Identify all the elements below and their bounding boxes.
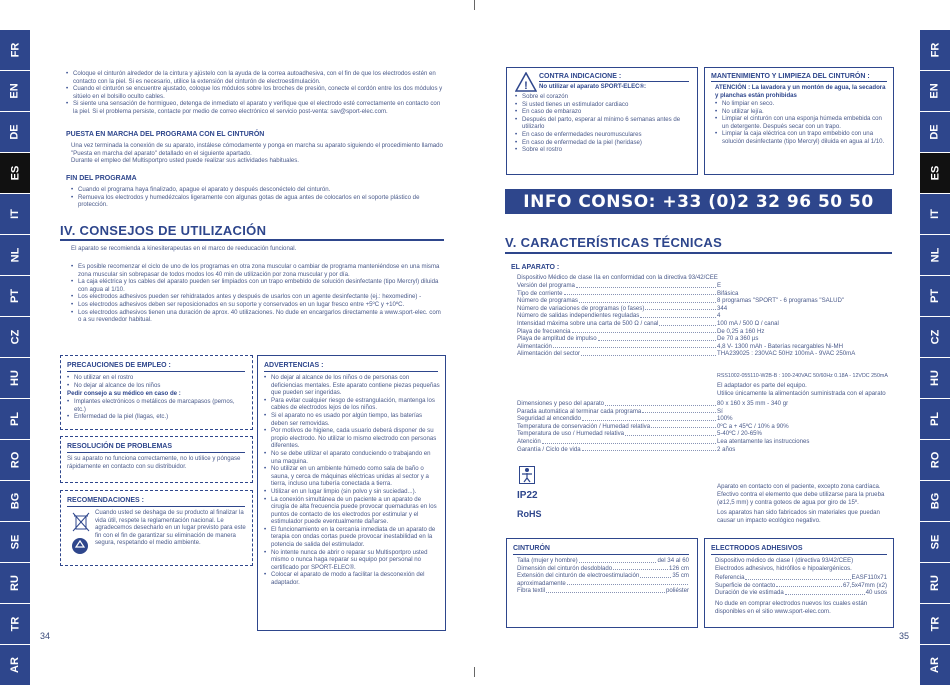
table-row xyxy=(517,290,889,298)
table-row xyxy=(517,423,889,431)
dot-leader xyxy=(642,408,716,414)
list-item: • Los electrodos adhesivos deben ser reposicionados en su soporte y conservados en un lugar fresco entre +5ºC y +10ºC. xyxy=(71,301,444,309)
dot-leader xyxy=(572,328,716,334)
resolucion-box xyxy=(60,436,253,483)
table-row xyxy=(517,305,889,313)
row-value: 80 x 160 x 35 mm - 340 gr xyxy=(717,400,789,407)
row-key: Temperatura de conservación / Humedad relativa xyxy=(517,422,651,430)
fin-bullet-list xyxy=(71,186,444,209)
language-tab-label: TR xyxy=(928,616,941,632)
list-item: • No utilizar en el rostro xyxy=(67,374,247,382)
advertencias-box xyxy=(257,355,446,631)
table-row xyxy=(517,282,889,290)
row-value: Sí xyxy=(717,407,723,415)
row-value: 100% xyxy=(717,415,733,423)
dot-leader xyxy=(598,335,716,341)
row-key: Superficie de contacto xyxy=(715,581,776,589)
row-key: Seguridad al encendido xyxy=(517,415,582,423)
language-tab-de[interactable] xyxy=(920,112,950,152)
list-item: • En caso de embarazo xyxy=(515,108,691,116)
language-tab-label: PT xyxy=(929,288,941,304)
list-item: • No dejar al alcance de los niños xyxy=(67,382,247,390)
language-tab-es[interactable] xyxy=(0,153,30,193)
row-key: Número de programas xyxy=(517,297,578,305)
list-item: • En caso de enfermedades neuromusculares xyxy=(515,131,691,139)
cinturon-title: CINTURÓN xyxy=(513,545,550,552)
section-iv-rule xyxy=(60,239,444,241)
dot-leader xyxy=(542,438,716,444)
contra-sub: No utilizar el aparato SPORT-ELEC®: xyxy=(539,83,647,90)
row-value: 4 xyxy=(717,312,721,320)
table-row xyxy=(517,335,889,343)
precauciones-sub: Pedir consejo a su médico en caso de : xyxy=(67,390,181,397)
list-item: • Es posible recomenzar el ciclo de uno de los programas en otra zona muscular o cambiar de programa manteniéndose en una misma zona muscular sin sobrepasar de todos modos los 40 min de utilización por zona muscular y por día. xyxy=(71,263,444,278)
row-key: Extensión del cinturón de electroestimulación xyxy=(517,572,640,580)
language-tab-label: BG xyxy=(929,492,941,510)
dot-leader xyxy=(625,430,716,436)
info-conso-banner: INFO CONSO: +33 (0)2 32 96 50 50 xyxy=(505,189,892,214)
row-value: 35 cm xyxy=(672,572,689,580)
list-item: • Coloque el cinturón alrededor de la cintura y ajústelo con la ayuda de la correa autoadhesiva, con el fin de que los electrodos estén en contacto con la piel. Si es necesario, utilice la extensión del cinturón de electroestimulación. xyxy=(66,70,444,85)
language-tab-label: FR xyxy=(928,42,941,58)
language-tab-label: DE xyxy=(929,124,941,140)
row-key: Talla (mujer y hombre) xyxy=(517,557,578,564)
spec-extra-1: RSS1002-055110-W2B-B : 100-240VAC 50/60Hz 0.18A - 12VDC 250mA xyxy=(717,373,888,379)
language-tab-ar[interactable] xyxy=(920,645,950,685)
language-tab-fr[interactable] xyxy=(0,30,30,70)
language-tab-ro[interactable] xyxy=(920,440,950,480)
electrodos-intro-2: Electrodos adhesivos, hidrófilos e hipoalergénicos. xyxy=(715,565,852,572)
list-item: • La conexión simultánea de un paciente a un aparato de cirugía de alta frecuencia puede provocar quemaduras en los puntos de contacto de los electrodos por estimular y el estimulador puede eventualmente dañarse. xyxy=(264,496,440,526)
recomendaciones-text: Cuando usted se deshaga de su producto al finalizar la vida útil, respete la reglamentación nacional. Le agradecemos desecharlo en un lugar previsto para este fin con el fin de garantizar su eliminación de manera segura, respetando el medio ambiente. xyxy=(95,509,246,547)
language-tab-label: RU xyxy=(928,575,941,591)
row-key: Intensidad máxima sobre una carta de 500 Ω / canal xyxy=(517,319,659,327)
language-tab-label: ES xyxy=(929,165,941,181)
language-tab-label: CZ xyxy=(8,329,21,345)
language-tab-label: RU xyxy=(8,575,21,591)
table-row xyxy=(715,589,887,597)
row-key: Garantía / Ciclo de vida xyxy=(517,445,581,453)
precauciones-list-2 xyxy=(67,398,247,421)
advertencias-rule xyxy=(264,371,438,372)
advertencias-list xyxy=(264,374,440,587)
aparato-intro: Dispositivo Médico de clase IIa en conformidad con la directiva 93/42/CEE xyxy=(517,274,718,281)
page-number-right: 35 xyxy=(899,631,910,641)
language-tab-label: EN xyxy=(9,83,21,99)
language-tab-label: PL xyxy=(929,411,941,427)
list-item: • Cuando el programa haya finalizado, apague el aparato y después desconéctelo del cinturón. xyxy=(71,186,444,194)
list-item: • Implantes electrónicos o metálicos de marcapasos (pernos, etc.) xyxy=(67,398,247,413)
row-value: Lea atentamente las instrucciones xyxy=(717,437,810,445)
list-item: • Para evitar cualquier riesgo de estrangulación, mantenga los cables de electrodos lejos de los niños. xyxy=(264,397,440,412)
language-tab-nl[interactable] xyxy=(920,235,950,275)
language-tab-label: TR xyxy=(8,616,21,632)
row-key: Número de variaciones de programas (o fases) xyxy=(517,304,645,312)
language-tab-label: NL xyxy=(8,247,21,263)
dot-leader xyxy=(582,415,716,421)
language-tab-pt[interactable] xyxy=(0,276,30,316)
row-key: Número de salidas independientes reguladas xyxy=(517,312,640,320)
language-tab-bg[interactable] xyxy=(920,481,950,521)
list-item: • Limpiar el cinturón con una esponja húmeda embebida con un detergente. Después secar con un trapo. xyxy=(715,115,887,130)
row-value: E xyxy=(717,282,722,289)
cinturon-rule xyxy=(513,554,689,555)
row-value: 5-40ºC / 20-65% xyxy=(717,430,762,438)
row-value: THA239025 : 230VAC 50Hz 100mA - 9VAC 250mA xyxy=(717,350,856,358)
dot-leader xyxy=(785,589,865,595)
language-tab-label: CZ xyxy=(928,329,941,345)
table-row xyxy=(517,312,889,320)
list-item: • Cuando el cinturón se encuentre ajustado, coloque los módulos sobre los broches de presión, conecte el cordón entre los dos módulos y sitúelo en el bolsillo oculto cables. xyxy=(66,85,444,100)
table-row xyxy=(517,328,889,336)
language-tab-label: BG xyxy=(9,492,21,510)
row-key: Playa de frecuencia xyxy=(517,327,571,335)
row-key: Alimentación xyxy=(517,342,552,350)
row-value: 4,8 V- 1300 mAh - Baterías recargables Ni-MH xyxy=(717,342,843,350)
electrodos-box xyxy=(704,538,894,628)
language-tab-label: RO xyxy=(9,451,21,469)
mant-sub: ATENCIÓN : La lavadora y un montón de agua, la secadora y planchas están prohibidas xyxy=(715,84,886,99)
table-row xyxy=(517,446,889,454)
row-key: Duración de vie estimada xyxy=(715,589,784,597)
specs-table-2 xyxy=(517,400,889,453)
row-value: 344 xyxy=(717,304,728,312)
row-value: De 0,25 a 160 Hz xyxy=(717,327,765,335)
language-tab-fr[interactable] xyxy=(920,30,950,70)
rohs-text: Los aparatos han sido fabricados sin materiales que puedan causar un impacto ecológico negativo. xyxy=(717,509,880,524)
dot-leader xyxy=(640,312,716,318)
mant-list xyxy=(715,100,887,146)
language-tab-se[interactable] xyxy=(920,522,950,562)
language-tab-pl[interactable] xyxy=(920,399,950,439)
fold-mark-bottom xyxy=(474,667,475,677)
language-tab-label: HU xyxy=(928,370,941,386)
recomendaciones-rule xyxy=(67,506,245,507)
table-row xyxy=(517,400,889,408)
language-tab-label: EN xyxy=(929,83,941,99)
list-item: • Utilizar en un lugar limpio (sin polvo y sin suciedad...). xyxy=(264,488,440,496)
list-item: • Sobre el rostro xyxy=(515,146,691,154)
recomendaciones-box xyxy=(60,490,253,566)
list-item: • Colocar el aparato de modo a facilitar la desconexión del adaptador. xyxy=(264,571,440,586)
mantenimiento-box xyxy=(704,67,894,175)
dot-leader xyxy=(579,557,657,563)
row-value: 40 usos xyxy=(865,589,887,597)
language-tab-label: PT xyxy=(9,288,21,304)
recomendaciones-title: RECOMENDACIONES : xyxy=(67,497,145,504)
symbol-bf-text: Aparato en contacto con el paciente, excepto zona cardíaca. xyxy=(717,483,881,490)
svg-text:!: ! xyxy=(524,80,528,92)
language-tab-label: AR xyxy=(928,657,941,673)
list-item: • No limpiar en seco. xyxy=(715,100,887,108)
table-row xyxy=(517,415,889,423)
ip22-label: IP22 xyxy=(517,490,538,501)
dot-leader xyxy=(613,565,668,571)
section-v-title: V. CARACTERÍSTICAS TÉCNICAS xyxy=(505,235,723,250)
contra-box xyxy=(506,67,698,175)
list-item: • La caja eléctrica y los cables del aparato pueden ser limpiados con un trapo embebido de solución desinfectante (tipo Mercryl) diluida con agua al 1/10. xyxy=(71,278,444,293)
mant-title: MANTENIMIENTO Y LIMPIEZA DEL CINTURÓN : xyxy=(711,73,870,80)
list-item: • No dejar al alcance de los niños o de personas con deficiencias mentales. Este aparato contiene piezas pequeñas que pueden ser ingeridas. xyxy=(264,374,440,397)
language-tab-ar[interactable] xyxy=(0,645,30,685)
spec-extra-3: Utilice únicamente la alimentación suministrada con el aparato xyxy=(717,390,886,397)
table-row xyxy=(517,580,689,588)
row-value: del 34 al 60 xyxy=(657,557,689,564)
dot-leader xyxy=(776,582,842,588)
puesta-text-2: Durante el empleo del Multisportpro usted puede realizar sus actividades habituales. xyxy=(71,157,299,164)
section-iv-title: IV. CONSEJOS DE UTILIZACIÓN xyxy=(60,223,267,238)
language-tab-label: IT xyxy=(929,209,941,219)
row-value: EASF110x71 xyxy=(851,574,887,581)
electrodos-rule xyxy=(711,554,887,555)
language-tab-pt[interactable] xyxy=(920,276,950,316)
row-key: Atención xyxy=(517,437,541,445)
language-tabs-right xyxy=(920,30,950,686)
table-row xyxy=(517,587,689,595)
list-item: • Enfermedad de la piel (llagas, etc.) xyxy=(67,413,247,421)
row-value: 126 cm xyxy=(669,564,689,572)
row-key: Playa de amplitud de impulso xyxy=(517,335,597,343)
table-row xyxy=(517,297,889,305)
cinturon-box xyxy=(506,538,698,628)
resolucion-title: RESOLUCIÓN DE PROBLEMAS xyxy=(67,443,173,450)
language-tab-hu[interactable] xyxy=(0,358,30,398)
aparato-title: EL APARATO : xyxy=(511,264,560,271)
electrodos-table xyxy=(715,574,887,597)
language-tab-it[interactable] xyxy=(920,194,950,234)
fold-mark-top xyxy=(474,0,475,10)
precauciones-list xyxy=(67,374,247,389)
language-tab-label: HU xyxy=(8,370,21,386)
dot-leader xyxy=(581,350,716,356)
row-key: Parada automática al terminar cada programa xyxy=(517,407,642,415)
list-item: • No intente nunca de abrir o reparar su Multisportpro usted mismo o nunca haga reparar su equipo por personal no certificado por SPORT-ELEC®. xyxy=(264,549,440,572)
dot-leader xyxy=(745,574,850,580)
dot-leader xyxy=(645,305,716,311)
dot-leader xyxy=(553,343,716,349)
consejos-bullet-list xyxy=(71,263,444,324)
table-row xyxy=(517,320,889,328)
section-v-rule xyxy=(505,252,892,254)
row-value: 8 programas "SPORT" - 6 programas "SALUD" xyxy=(717,297,845,305)
language-tab-cz[interactable] xyxy=(0,317,30,357)
ip22-text: Efectivo contra el elemento que debe utilizarse para la prueba (ø12,5 mm) y contra goteos de agua por giro de 15º. xyxy=(717,491,885,506)
language-tab-label: SE xyxy=(929,534,941,550)
table-row xyxy=(517,438,889,446)
list-item: • No se debe utilizar el aparato conduciendo o trabajando en una maquina. xyxy=(264,450,440,465)
dot-leader xyxy=(567,580,688,586)
dot-leader xyxy=(564,290,716,296)
language-tab-se[interactable] xyxy=(0,522,30,562)
row-value: Bifásica xyxy=(717,289,739,297)
language-tab-tr[interactable] xyxy=(920,604,950,644)
row-key: Temperatura de uso / Humedad relativa xyxy=(517,430,625,438)
row-value: poliéster xyxy=(665,587,689,595)
language-tab-es[interactable] xyxy=(920,153,950,193)
row-key: Referencia xyxy=(715,574,745,581)
puesta-title: PUESTA EN MARCHA DEL PROGRAMA CON EL CINTURÓN xyxy=(66,131,265,138)
advertencias-title: ADVERTENCIAS : xyxy=(264,362,324,369)
spec-extra-2: El adaptador es parte del equipo. xyxy=(717,382,807,389)
list-item: • Los electrodos adhesivos pueden ser rehidratados antes y después de usarlos con un agente desinfectante (ej.: hexomedine) - xyxy=(71,293,444,301)
precauciones-rule xyxy=(67,371,245,372)
language-tab-label: DE xyxy=(9,124,21,140)
electrodos-outro: No dude en comprar electrodos nuevos los cuales están disponibles en el sitio www.sport-elec.com. xyxy=(715,600,868,615)
contra-list xyxy=(515,93,691,154)
table-row xyxy=(715,582,887,590)
table-row xyxy=(517,343,889,351)
precauciones-box xyxy=(60,355,253,430)
language-tab-de[interactable] xyxy=(0,112,30,152)
mant-rule xyxy=(711,81,887,82)
intro-bullet-list xyxy=(66,70,444,116)
list-item: • Después del parto, esperar al mínimo 6 semanas antes de utilizarlo xyxy=(515,116,691,131)
list-item: • No utilizar en un ambiente húmedo como sala de baño o sauna, y cerca de máquinas eléctricas unidas al sector y a tierra, incluso una tubería conectada a tierra. xyxy=(264,465,440,488)
list-item: • Si siente una sensación de hormigueo, detenga de inmediato el aparato y verifique que el electrodo esté correctamente en contacto con la piel. Si el problema persiste, contacte por medio de correo electrónico el servicio post-venta: sav@sport-elec.com. xyxy=(66,100,444,115)
dot-leader xyxy=(640,572,671,578)
language-tab-en[interactable] xyxy=(920,71,950,111)
row-value: De 70 a 360 µs xyxy=(717,335,759,343)
dot-leader xyxy=(659,320,716,326)
row-value: 2 años xyxy=(717,445,736,453)
list-item: • Los electrodos adhesivos tienen una duración de aprox. 40 utilizaciones. No dude en encargarlos directamente a www.sport-elec. com o a su revendedor habitual. xyxy=(71,309,444,324)
section-iv-intro: El aparato se recomienda a kinesiterapeutas en el marco de reeducación funcional. xyxy=(71,245,297,252)
dot-leader xyxy=(546,587,665,593)
table-row xyxy=(517,565,689,573)
page-number-left: 34 xyxy=(40,631,51,641)
table-row xyxy=(715,574,887,582)
language-tab-label: FR xyxy=(8,42,21,58)
dot-leader xyxy=(576,282,716,288)
row-key: Alimentación del sector xyxy=(517,350,580,358)
language-tab-nl[interactable] xyxy=(0,235,30,275)
type-bf-icon xyxy=(519,466,535,484)
language-tab-label: NL xyxy=(928,247,941,263)
language-tab-cz[interactable] xyxy=(920,317,950,357)
cinturon-table xyxy=(517,557,689,595)
language-tab-it[interactable] xyxy=(0,194,30,234)
electrodos-intro-1: Dispositivo médico de clase I (directiva 93/42/CEE) xyxy=(715,557,854,564)
list-item: • Si usted tienes un estimulador cardiaco xyxy=(515,101,691,109)
table-row xyxy=(517,572,689,580)
resolucion-text: Si su aparato no funciona correctamente, no lo utilice y póngase rápidamente en contacto con su distribuidor. xyxy=(67,455,241,470)
row-value: 0ºC a + 45ºC / 10% a 90% xyxy=(717,422,789,430)
list-item: • Limpiar la caja eléctrica con un trapo embebido con una solución desinfectante (tipo Mercryl) diluida en agua al 1/10. xyxy=(715,130,887,145)
list-item: • Por motivos de higiene, cada usuario deberá disponer de su propio electrodo. No utilizar lo mismo electrodo con personas diferentes. xyxy=(264,427,440,450)
language-tab-hu[interactable] xyxy=(920,358,950,398)
row-key: Dimensión del cinturón desdoblado xyxy=(517,564,613,572)
precauciones-title: PRECAUCIONES DE EMPLEO : xyxy=(67,362,171,369)
language-tab-en[interactable] xyxy=(0,71,30,111)
recycle-icon xyxy=(71,537,89,555)
dot-leader xyxy=(582,446,716,452)
list-item: • Sobre el corazón xyxy=(515,93,691,101)
language-tab-ru[interactable] xyxy=(920,563,950,603)
language-tab-ro[interactable] xyxy=(0,440,30,480)
dot-leader xyxy=(605,400,716,406)
table-row xyxy=(517,430,889,438)
dot-leader xyxy=(651,423,716,429)
row-key: Dimensiones y peso del aparato xyxy=(517,400,605,407)
language-tab-label: PL xyxy=(9,411,21,427)
table-row xyxy=(517,408,889,416)
dot-leader xyxy=(579,297,716,303)
language-tab-tr[interactable] xyxy=(0,604,30,644)
row-key: Versión del programa xyxy=(517,282,575,289)
contra-rule xyxy=(539,81,689,82)
table-row xyxy=(517,350,889,358)
list-item: • Si el aparato no es usado por algún tiempo, las baterías deben ser removidas. xyxy=(264,412,440,427)
list-item: • En caso de enfermedad de la piel (heridase) xyxy=(515,139,691,147)
specs-table xyxy=(517,282,889,358)
list-item: • El funcionamiento en la cercanía inmediata de un aparato de terapia con ondas cortas puede provocar inestabilidad en la potencia de salida del estimulador. xyxy=(264,526,440,549)
list-item: • Remueva los electrodos y humedézcalos ligeramente con algunas gotas de agua antes de colocarlos en el soporte plástico de protección. xyxy=(71,194,444,209)
warning-icon xyxy=(515,72,537,92)
language-tab-bg[interactable] xyxy=(0,481,30,521)
row-key: Tipo de corriente xyxy=(517,289,563,297)
rohs-label: RoHS xyxy=(517,509,542,519)
electrodos-title: ELECTRODOS ADHESIVOS xyxy=(711,545,803,552)
language-tab-label: AR xyxy=(8,657,21,673)
language-tab-pl[interactable] xyxy=(0,399,30,439)
list-item: • No utilizar lejía. xyxy=(715,108,887,116)
resolucion-rule xyxy=(67,452,245,453)
fin-title: FIN DEL PROGRAMA xyxy=(66,175,137,182)
row-key: Fibra textil xyxy=(517,587,546,595)
crossed-bin-icon xyxy=(71,511,91,533)
language-tab-label: RO xyxy=(929,451,941,469)
language-tabs-left xyxy=(0,30,30,686)
puesta-text: Una vez terminada la conexión de su aparato, instálese cómodamente y ponga en marcha su aparato siguiendo el procedimiento llamado "Puesta en marcha del aparato" detallado en el siguiente apartado. xyxy=(71,142,443,157)
row-key: aproximadamente xyxy=(517,579,566,587)
language-tab-label: SE xyxy=(9,534,21,550)
row-value: 100 mA / 500 Ω / canal xyxy=(717,319,779,327)
language-tab-label: IT xyxy=(9,209,21,219)
table-row xyxy=(517,557,689,565)
language-tab-label: ES xyxy=(9,165,21,181)
contra-title: CONTRA INDICACIONE : xyxy=(539,73,622,80)
language-tab-ru[interactable] xyxy=(0,563,30,603)
row-value: 67,5x47mm (x2) xyxy=(842,581,887,589)
